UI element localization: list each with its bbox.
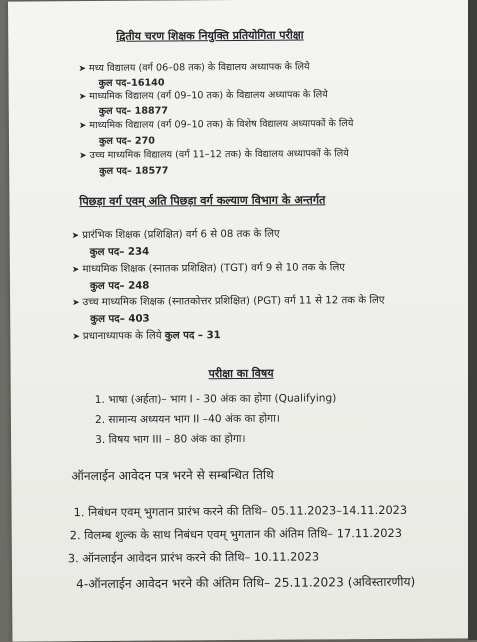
section1-heading: द्वितीय चरण शिक्षक नियुक्ति प्रतियोगिता परीक्षा: [116, 28, 304, 43]
post-count: कुल पद– 248: [89, 280, 150, 293]
bullet-arrow-icon: ➤: [72, 298, 80, 309]
list-item: [72, 226, 280, 241]
post-count: कुल पद– 403: [90, 313, 150, 326]
bullet-arrow-icon: ➤: [71, 231, 80, 242]
bullet-arrow-icon: ➤: [78, 64, 87, 75]
list-item: 3. ऑनलाईन आवेदन प्रारंभ करने की तिथि– 10.11.2023: [67, 549, 320, 566]
list-item: [79, 146, 349, 161]
list-item: [78, 60, 309, 75]
post-count: कुल पद– 270: [98, 135, 155, 147]
list-item-text: प्रारंभिक शिक्षक (प्रशिक्षित) वर्ग 6 से 08 तक के लिए: [82, 228, 280, 242]
list-item-text: प्रधानाध्यापक के लिये: [82, 330, 162, 343]
bullet-arrow-icon: ➤: [72, 332, 80, 343]
list-item-text: माध्यमिक विद्यालय (वर्ग 09–10 तक) के विशेष विद्यालय अध्यापकों के लिये: [89, 118, 354, 132]
bullet-arrow-icon: ➤: [71, 265, 80, 276]
list-item-text: उच्च माध्यमिक शिक्षक (स्नातकोत्तर प्रशिक्षित) (PGT) वर्ग 11 से 12 तक के लिए: [82, 294, 385, 309]
post-count: कुल पद– 234: [89, 246, 150, 259]
list-item: [72, 259, 345, 275]
exam-subject-heading: परीक्षा का विषय: [208, 366, 274, 381]
bullet-arrow-icon: ➤: [79, 151, 87, 162]
list-item: [79, 87, 328, 102]
post-count: कुल पद– 18877: [98, 105, 169, 117]
bullet-arrow-icon: ➤: [78, 92, 87, 103]
post-count: कुल पद– 18577: [99, 165, 169, 177]
post-count: कुल पद–16140: [98, 77, 165, 89]
online-dates-heading: ऑनलाईन आवेदन पत्र भरने से सम्बन्धित तिथि: [71, 467, 274, 484]
list-item: [72, 292, 385, 308]
list-item: 1. भाषा (अर्हता)– भाग I - 30 अंक का होगा (Qualifying): [94, 392, 337, 407]
photo-edge: [468, 0, 477, 640]
list-item: 1. निबंधन एवम् भुगतान प्रारंभ करने की तिथि– 05.11.2023–14.11.2023: [73, 502, 408, 520]
list-item-text: उच्च माध्यमिक विद्यालय (वर्ग 11–12 तक) के विद्यालय अध्यापकों के लिये: [89, 148, 349, 162]
list-item: 2. विलम्ब शुल्क के साथ निबंधन एवम् भुगतान की अंतिम तिथि– 17.11.2023: [69, 525, 402, 543]
list-item: 3. विषय भाग III – 80 अंक का होगा।: [95, 432, 246, 447]
list-item: 4-ऑनलाईन आवेदन भरने की अंतिम तिथि– 25.11.2023 (अविस्तारणीय): [76, 574, 416, 592]
list-item: [79, 116, 354, 131]
list-item-text: माध्यमिक शिक्षक (स्नातक प्रशिक्षित) (TGT) वर्ग 9 से 10 तक के लिए: [82, 262, 345, 276]
post-count: कुल पद – 31: [164, 330, 221, 342]
list-item-text: मध्य विद्यालय (वर्ग 06–08 तक) के विद्यालय अध्यापक के लिये: [88, 61, 310, 75]
document-page: [8, 0, 472, 642]
section2-heading: पिछड़ा वर्ग एवम् अति पिछड़ा वर्ग कल्याण विभाग के अन्तर्गत: [79, 193, 326, 209]
list-item-text: माध्यमिक विद्यालय (वर्ग 09–10 तक) के विद्यालय अध्यापक के लिये: [89, 89, 328, 103]
bullet-arrow-icon: ➤: [78, 121, 87, 132]
list-item: [72, 327, 220, 342]
list-item: 2. सामान्य अध्ययन भाग II –40 अंक का होगा।: [94, 412, 280, 427]
